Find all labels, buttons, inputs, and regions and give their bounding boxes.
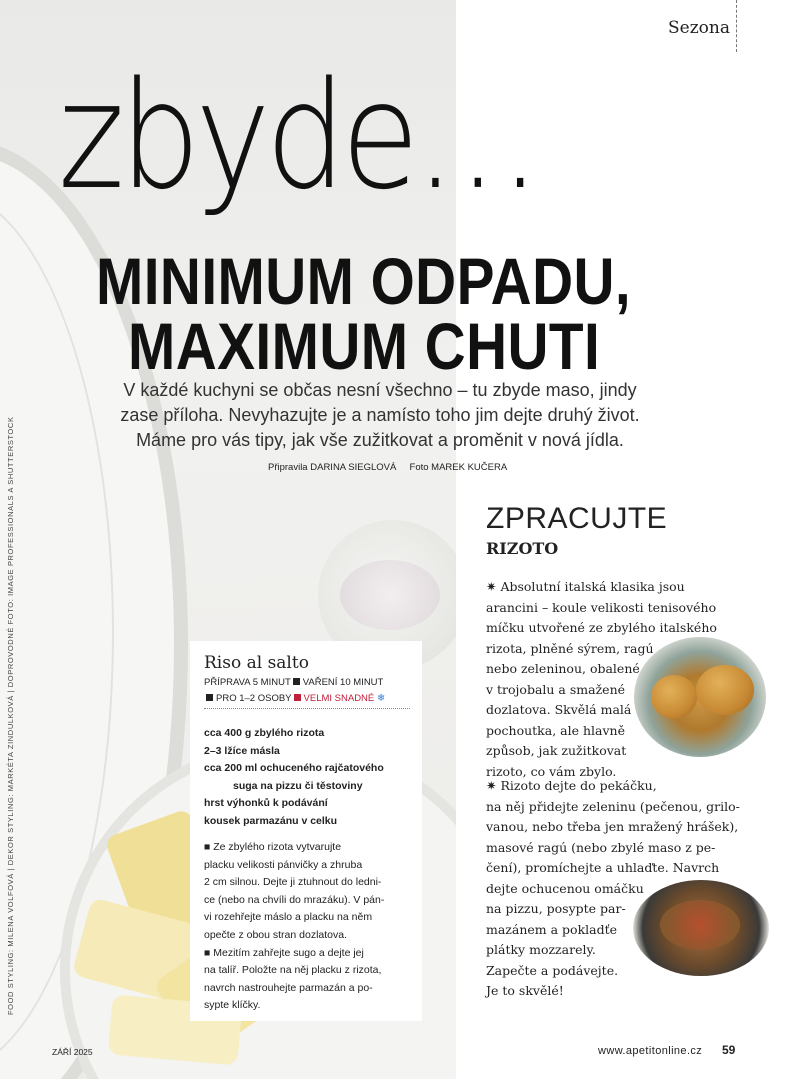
tip-line: Zapečte a podávejte. — [486, 962, 619, 978]
prepared-label: Připravila — [268, 462, 308, 473]
servings: PRO 1–2 OSOBY — [216, 693, 292, 704]
intro-line: V každé kuchyni se občas nesní všechno – tu zbyde maso, jindy — [123, 380, 637, 400]
tip-line: dejte ochucenou omáčku — [486, 880, 644, 896]
ingredient: suga na pizzu či těstoviny — [233, 779, 363, 792]
headline: zbyde… — [58, 50, 537, 222]
recipe-card — [190, 641, 422, 1021]
snowflake-icon: ❄ — [376, 693, 386, 704]
ingredient: cca 200 ml ochuceného rajčatového — [204, 762, 384, 774]
tip-line: čení), promíchejte a uhlaďte. Navrch — [486, 860, 720, 875]
column-subtitle: RIZOTO — [486, 539, 559, 558]
difficulty: VELMI SNADNÉ — [303, 693, 375, 704]
step — [204, 839, 416, 945]
tip-line: v trojobalu a smažené — [486, 681, 626, 697]
tip-line: nebo zeleninou, obalené — [486, 661, 640, 676]
step-line: vi rozehřejte máslo a placku na něm — [204, 911, 373, 924]
cook-time: VAŘENÍ 10 MINUT — [302, 677, 384, 688]
recipe-meta-servings — [204, 693, 385, 704]
tip-line: ✷ Rizoto dejte do pekáčku, — [486, 778, 657, 793]
photo-credits-vertical: FOOD STYLING: MILENA VOLFOVÁ | DEKOR STYLING: MARKÉTA ZINDULKOVÁ | DOPROVODNÉ FOTO: IMAGE PROFESSIONALS A SHUTTERSTOCK — [6, 416, 15, 1015]
tip-line: na pizzu, posypte par- — [486, 901, 626, 916]
ingredient: kousek parmazánu v celku — [204, 814, 338, 827]
tip-line: plátky mozzarely. — [486, 942, 596, 957]
photo-label: Foto — [409, 462, 429, 473]
section-tab-divider — [736, 0, 737, 52]
step — [204, 945, 416, 1015]
byline — [268, 462, 507, 473]
tip-line: Je to skvělé! — [486, 983, 564, 998]
recipe-title: Riso al salto — [204, 653, 309, 673]
tip-arancini — [486, 577, 726, 782]
divider — [204, 708, 410, 709]
salt — [340, 560, 440, 630]
tip-line: pochoutka, ale hlavně — [486, 722, 625, 738]
red-square-bullet-icon — [294, 694, 301, 701]
photo-name: MAREK KUČERA — [431, 462, 508, 473]
section-label: Sezona — [668, 18, 730, 38]
step-line: sypte klíčky. — [204, 999, 261, 1012]
square-bullet-icon — [293, 678, 300, 685]
intro-text — [110, 378, 650, 453]
tip-line: na něj přidejte zeleninu (pečenou, grilo- — [486, 798, 740, 814]
tip-baked-risotto — [486, 776, 746, 1002]
prep-time: PŘÍPRAVA 5 MINUT — [204, 677, 291, 688]
issue-date: ZÁŘÍ 2025 — [52, 1047, 93, 1057]
prepared-name: DARINA SIEGLOVÁ — [310, 462, 397, 473]
ingredient: cca 400 g zbylého rizota — [204, 727, 325, 739]
tip-line: způsob, jak zužitkovat — [486, 743, 627, 758]
intro-line: zase příloha. Nevyhazujte je a namísto toho jim dejte druhý život. — [120, 405, 640, 425]
column-title: ZPRACUJTE — [486, 502, 668, 535]
step-line: ■ Mezitím zahřejte sugo a dejte jej — [204, 946, 364, 959]
intro-line: Máme pro vás tipy, jak vše zužitkovat a proměnit v nová jídla. — [136, 430, 624, 450]
step-line: na talíř. Položte na něj placku z rizota, — [204, 964, 382, 977]
tip-line: ✷ Absolutní italská klasika jsou — [486, 579, 685, 594]
step-line: ce (nebo na chvíli do mrazáku). V pán- — [204, 893, 385, 906]
tip-line: mazánem a pokladťe — [486, 921, 618, 937]
ingredient-list — [204, 725, 418, 830]
tip-line: dozlatova. Skvělá malá — [486, 702, 632, 717]
tip-line: rizoto, co vám zbylo. — [486, 763, 617, 779]
tip-line: vanou, nebo třeba jen mražený hrášek), — [486, 819, 739, 834]
square-bullet-icon — [206, 694, 213, 701]
subhead-line-2: MAXIMUM CHUTI — [128, 309, 601, 383]
step-line: navrch nastrouhejte parmazán a po- — [204, 981, 373, 994]
tip-line: masové ragú (nebo zbylé maso z pe- — [486, 839, 716, 855]
step-line: ■ Ze zbylého rizota vytvarujte — [204, 841, 342, 853]
ingredient: 2–3 lžíce másla — [204, 744, 280, 757]
step-line: opečte z obou stran dozlatova. — [204, 928, 348, 941]
tip-line: rizota, plněné sýrem, ragú — [486, 640, 654, 656]
step-line: placku velikosti pánvičky a zhruba — [204, 858, 363, 871]
recipe-steps — [204, 839, 416, 1015]
subhead-line-1: MINIMUM ODPADU, — [96, 244, 632, 318]
recipe-meta-time — [204, 677, 383, 688]
tip-line: arancini – koule velikosti tenisového — [486, 599, 717, 615]
page-number: 59 — [722, 1043, 736, 1057]
website-link[interactable]: www.apetitonline.cz — [598, 1045, 703, 1057]
step-line: 2 cm silnou. Dejte ji ztuhnout do ledni- — [204, 876, 382, 889]
tip-line: míčku utvořené ze zbylého italského — [486, 620, 717, 635]
ingredient: hrst výhonků k podávání — [204, 797, 328, 809]
